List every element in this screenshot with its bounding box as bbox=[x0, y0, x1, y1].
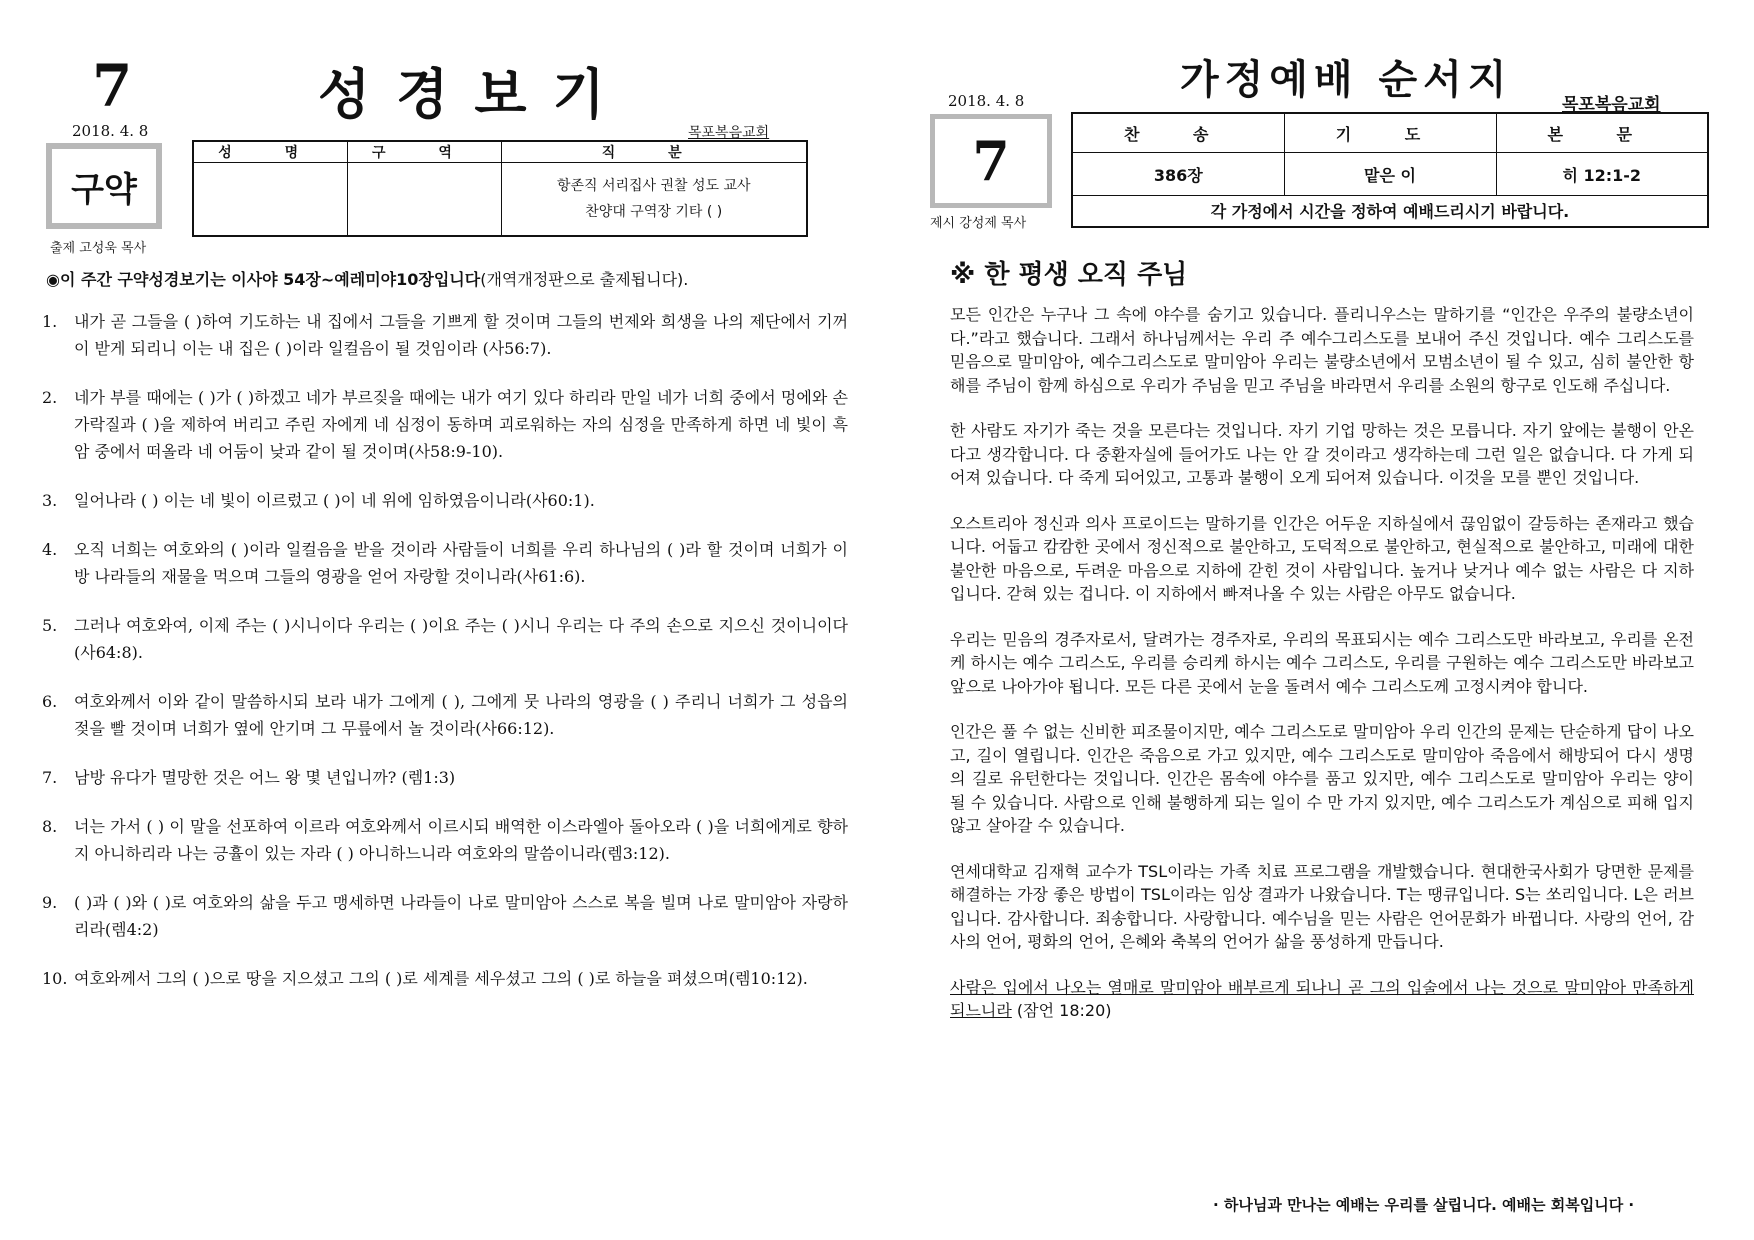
hymn-value: 386장 bbox=[1072, 153, 1284, 196]
right-issue-number: 7 bbox=[972, 129, 1010, 193]
notice-rest: (개역개정판으로 출제됩니다). bbox=[480, 270, 689, 289]
closing-verse-block bbox=[950, 976, 1694, 1023]
right-church-name: 목포복음교회 bbox=[1562, 95, 1661, 115]
question-item bbox=[42, 764, 848, 791]
order-note: 각 가정에서 시간을 정하여 예배드리시기 바랍니다. bbox=[1072, 195, 1708, 227]
question-number: 10. bbox=[42, 969, 68, 988]
left-page-title: 성경보기 bbox=[318, 62, 631, 126]
question-item bbox=[42, 965, 848, 992]
question-text: 내가 곧 그들을 ( )하여 기도하는 내 집에서 그들을 기쁘게 할 것이며 그들의 번제와 희생을 나의 제단에서 기꺼이 받게 되리니 이는 내 집은 ( )이라 일컬음이 될 것임이라 (사56:7). bbox=[74, 312, 848, 358]
scripture-value: 히 12:1-2 bbox=[1496, 153, 1708, 196]
hymn-header: 찬 송 bbox=[1072, 113, 1284, 153]
testament-box bbox=[46, 143, 162, 229]
question-text: 여호와께서 그의 ( )으로 땅을 지으셨고 그의 ( )로 세계를 세우셨고 그의 ( )로 하늘을 펴셨으며(렘10:12). bbox=[74, 969, 808, 988]
question-number: 3. bbox=[42, 491, 58, 510]
right-issue-box bbox=[930, 114, 1052, 208]
weekly-notice bbox=[46, 267, 688, 290]
question-number: 5. bbox=[42, 616, 58, 635]
sermon-paragraph: 인간은 풀 수 없는 신비한 피조물이지만, 예수 그리스도로 말미암아 우리 인간의 문제는 단순하게 답이 나오고, 길이 열립니다. 인간은 죽음으로 가고 있지만, 예수 그리스도로 말미암아 죽음에서 해방되어 다시 생명의 길로 유턴한다는 것입니다. 인간은 몸속에 야수를 품고 있지만, 예수 그리스도로 말미암아 우리는 양이 될 수 있습니다. 사람으로 인해 불행하게 되는 일이 수 만 가지 있지만, 예수 그리스도가 계심으로 피해 입지 않고 살아갈 수 있습니다. bbox=[950, 722, 1694, 835]
question-item bbox=[42, 384, 848, 465]
position-header: 직 분 bbox=[501, 141, 807, 163]
notice-bold: ◉이 주간 구약성경보기는 이사야 54장~예레미야10장입니다 bbox=[46, 270, 481, 289]
scripture-header: 본 문 bbox=[1496, 113, 1708, 153]
question-number: 7. bbox=[42, 768, 58, 787]
question-text: 오직 너희는 여호와의 ( )이라 일컬음을 받을 것이라 사람들이 너희를 우리 하나님의 ( )라 할 것이며 너희가 이방 나라들의 재물을 먹으며 그들의 영광을 얻어 자랑할 것이니라(사61:6). bbox=[74, 540, 848, 586]
ranks-line-2: 찬양대 구역장 기타 ( ) bbox=[585, 204, 723, 220]
left-date: 2018. 4. 8 bbox=[72, 122, 149, 140]
sermon-title: ※ 한 평생 오직 주님 bbox=[950, 260, 1188, 290]
question-number: 8. bbox=[42, 817, 58, 836]
question-item bbox=[42, 612, 848, 666]
question-text: 남방 유다가 멸망한 것은 어느 왕 몇 년입니까? (렘1:3) bbox=[74, 768, 456, 787]
name-field[interactable] bbox=[193, 163, 347, 237]
question-number: 1. bbox=[42, 312, 58, 331]
question-item bbox=[42, 688, 848, 742]
footer-motto: · 하나님과 만나는 예배는 우리를 살립니다. 예배는 회복입니다 · bbox=[1213, 1196, 1635, 1214]
left-church-name: 목포복음교회 bbox=[688, 125, 770, 141]
position-options[interactable] bbox=[501, 163, 807, 237]
question-text: 너는 가서 ( ) 이 말을 선포하여 이르라 여호와께서 이르시되 배역한 이스라엘아 돌아오라 ( )을 너희에게로 향하지 아니하리라 나는 긍휼이 있는 자라 ( ) 아니하느니라 여호와의 말씀이니라(렘3:12). bbox=[74, 817, 848, 863]
question-number: 9. bbox=[42, 893, 58, 912]
question-item bbox=[42, 813, 848, 867]
participant-info-table bbox=[192, 140, 808, 237]
closing-verse-reference: (잠언 18:20) bbox=[1016, 1001, 1112, 1020]
left-issue-number: 7 bbox=[92, 52, 133, 120]
prayer-header: 기 도 bbox=[1284, 113, 1496, 153]
question-text: 일어나라 ( ) 이는 네 빛이 이르렀고 ( )이 네 위에 임하였음이니라(사60:1). bbox=[74, 491, 595, 510]
left-author: 출제 고성욱 목사 bbox=[50, 241, 147, 256]
right-date: 2018. 4. 8 bbox=[948, 92, 1025, 110]
sermon-paragraph: 연세대학교 김재혁 교수가 TSL이라는 가족 치료 프로그램을 개발했습니다. 현대한국사회가 당면한 문제를 해결하는 가장 좋은 방법이 TSL이라는 임상 결과가 나왔습니다. T는 땡큐입니다. S는 쏘리입니다. L은 러브입니다. 감사합니다. 죄송합니다. 사랑합니다. 예수님을 믿는 사람은 언어문화가 바뀝니다. 사랑의 언어, 감사의 언어, 평화의 언어, 은혜와 축복의 언어가 삶을 풍성하게 만듭니다. bbox=[950, 861, 1694, 951]
worship-order-table bbox=[1071, 112, 1709, 228]
district-field[interactable] bbox=[347, 163, 501, 237]
sermon-body bbox=[950, 303, 1694, 1023]
prayer-value: 맡은 이 bbox=[1284, 153, 1496, 196]
question-text: 네가 부를 때에는 ( )가 ( )하겠고 네가 부르짖을 때에는 내가 여기 있다 하리라 만일 네가 너희 중에서 멍에와 손가락질과 ( )을 제하여 버리고 주린 자에게 네 심정이 동하며 괴로워하는 자의 심정을 만족하게 하면 네 빛이 흑암 중에서 떠올라 네 어둠이 낮과 같이 될 것이며(사58:9-10). bbox=[74, 388, 848, 461]
district-header: 구 역 bbox=[347, 141, 501, 163]
closing-verse: 사람은 입에서 나오는 열매로 말미암아 배부르게 되나니 곧 그의 입술에서 나는 것으로 말미암아 만족하게 되느니라 bbox=[950, 977, 1694, 1020]
question-item bbox=[42, 536, 848, 590]
question-text: 여호와께서 이와 같이 말씀하시되 보라 내가 그에게 ( ), 그에게 뭇 나라의 영광을 ( ) 주리니 너희가 그 성읍의 젖을 빨 것이며 너희가 옆에 안기며 그 무릎에서 놀 것이라(사66:12). bbox=[74, 692, 848, 738]
sermon-paragraph: 우리는 믿음의 경주자로서, 달려가는 경주자로, 우리의 목표되시는 예수 그리스도만 바라보고, 우리를 온전케 하시는 예수 그리스도, 우리를 승리케 하시는 예수 그리스도, 우리를 구원하는 예수 그리스도만 바라보고 앞으로 나아가야 됩니다. 모든 다른 곳에서 눈을 돌려서 예수 그리스도께 고정시켜야 합니다. bbox=[950, 629, 1694, 696]
question-number: 4. bbox=[42, 540, 58, 559]
right-page-title: 가정예배 순서지 bbox=[1180, 57, 1513, 103]
question-item bbox=[42, 308, 848, 362]
question-number: 6. bbox=[42, 692, 58, 711]
question-item bbox=[42, 889, 848, 943]
sermon-paragraph: 한 사람도 자기가 죽는 것을 모른다는 것입니다. 자기 기업 망하는 것은 모릅니다. 자기 앞에는 불행이 안온다고 생각합니다. 다 중환자실에 들어가도 나는 안 갈 것이라고 생각하는데 그런 일은 없습니다. 다 가게 되어져 있습니다. 다 죽게 되어있고, 고통과 불행이 오게 되어져 있습니다. 이것을 모를 뿐인 것입니다. bbox=[950, 421, 1694, 487]
right-author: 제시 강성제 목사 bbox=[930, 216, 1027, 231]
sermon-paragraph: 오스트리아 정신과 의사 프로이드는 말하기를 인간은 어두운 지하실에서 끊임없이 갈등하는 존재라고 했습니다. 어둡고 캄캄한 곳에서 정신적으로 불안하고, 도덕적으로 불안하고, 현실적으로 불안하고, 미래에 대한 불안한 마음으로, 두려운 마음으로 지하에 갇힌 것이 사람입니다. 높거나 낮거나 예수 없는 사람은 다 지하입니다. 갇혀 있는 겁니다. 이 지하에서 빠져나올 수 있는 사람은 아무도 없습니다. bbox=[950, 513, 1694, 603]
question-text: 그러나 여호와여, 이제 주는 ( )시니이다 우리는 ( )이요 주는 ( )시니 우리는 다 주의 손으로 지으신 것이니이다(사64:8). bbox=[74, 616, 848, 662]
sermon-paragraph: 모든 인간은 누구나 그 속에 야수를 숨기고 있습니다. 플리니우스는 말하기를 “인간은 우주의 불량소년이다.”라고 했습니다. 그래서 하나님께서는 우리 주 예수그리스도를 보내어 주신 것입니다. 예수 그리스도를 믿음으로 말미암아, 예수그리스도로 말미암아 우리는 불량소년에서 모범소년이 될 수 있고, 심히 불안한 항해를 주님이 함께 하심으로 우리가 주님을 믿고 주님을 바라면서 우리를 소원의 항구로 인도해 주십니다. bbox=[950, 305, 1694, 395]
name-header: 성 명 bbox=[193, 141, 347, 163]
ranks-line-1: 항존직 서리집사 권찰 성도 교사 bbox=[556, 178, 751, 194]
question-item bbox=[42, 487, 848, 514]
question-number: 2. bbox=[42, 388, 58, 407]
question-text: ( )과 ( )와 ( )로 여호와의 삶을 두고 맹세하면 나라들이 나로 말미암아 스스로 복을 빌며 나로 말미암아 자랑하리라(렘4:2) bbox=[74, 893, 848, 939]
question-list bbox=[42, 308, 848, 1014]
testament-label: 구약 bbox=[71, 169, 137, 210]
